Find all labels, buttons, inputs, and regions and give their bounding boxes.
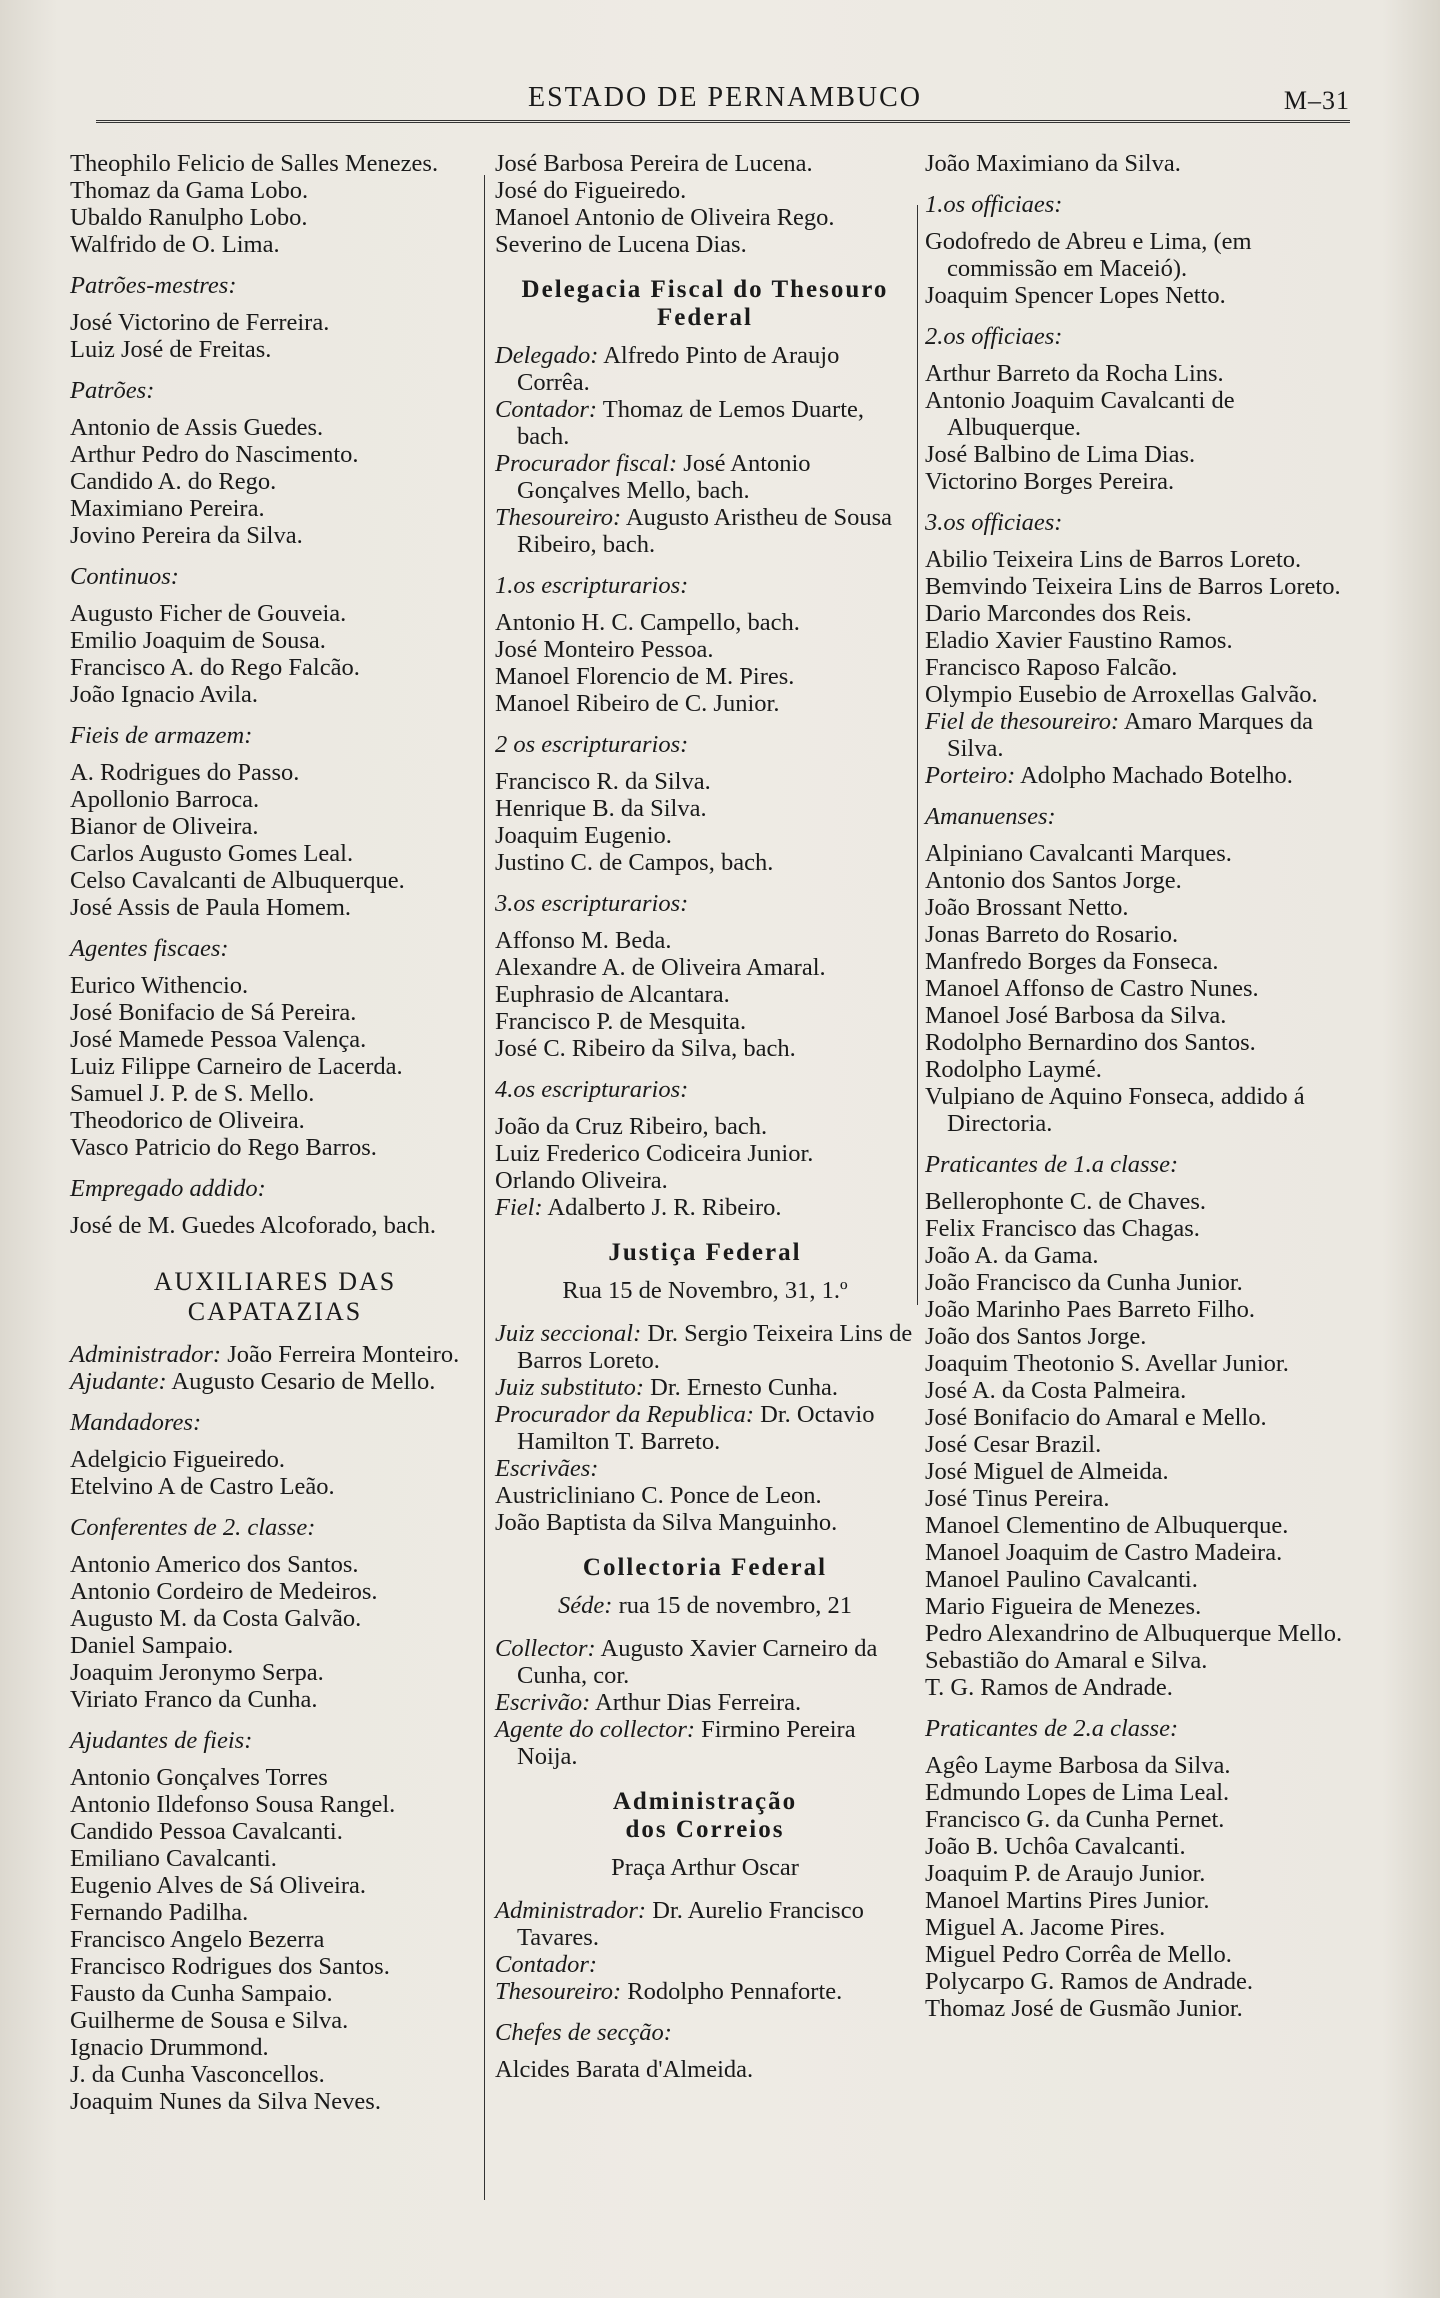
value-porteiro: Adolpho Machado Botelho. (1020, 762, 1293, 789)
list-item: Manoel Clementino de Albuquerque. (925, 1512, 1289, 1539)
page-header (100, 82, 1350, 122)
value-collector: Augusto Xavier Carneiro da Cunha, cor. (517, 1635, 878, 1689)
label-contador: Contador: (495, 396, 598, 423)
list-item: Augusto M. da Costa Galvão. (70, 1605, 362, 1632)
list-item: Manoel Antonio de Oliveira Rego. (495, 204, 835, 231)
list-item: Fernando Padilha. (70, 1899, 249, 1926)
list-item: Miguel Pedro Corrêa de Mello. (925, 1941, 1232, 1968)
list-item: Justino C. de Campos, bach. (495, 849, 774, 876)
list-prat1 (925, 1188, 1345, 1701)
list-item: Jonas Barreto do Rosario. (925, 921, 1179, 948)
label-escrivaes: Escrivães: (495, 1455, 599, 1482)
entry-porteiro (925, 762, 1345, 789)
list-item: Jovino Pereira da Silva. (70, 522, 303, 549)
list-item: Bianor de Oliveira. (70, 813, 259, 840)
list-item: João B. Uchôa Cavalcanti. (925, 1833, 1186, 1860)
column-1 (70, 150, 480, 2115)
list-item: Candido A. do Rego. (70, 468, 277, 495)
list-item: José de M. Guedes Alcoforado, bach. (70, 1212, 437, 1239)
list-esc1 (495, 609, 915, 717)
section-correios-2: dos Correios (625, 1816, 785, 1843)
label-adm: Administrador: (495, 1897, 647, 1924)
list-item: João Ignacio Avila. (70, 681, 259, 708)
list-ajudantes-fieis (70, 1764, 480, 2115)
label-esc2: 2 os escripturarios: (495, 731, 689, 758)
value-escrivao: Arthur Dias Ferreira. (595, 1689, 802, 1716)
list-patroes (70, 414, 480, 549)
list-item: Thomaz José de Gusmão Junior. (925, 1995, 1243, 2022)
list-item: Alexandre A. de Oliveira Amaral. (495, 954, 826, 981)
list-item: Henrique B. da Silva. (495, 795, 707, 822)
list-item: José Cesar Brazil. (925, 1431, 1102, 1458)
list-item: João Maximiano da Silva. (925, 150, 1181, 177)
list-item: Antonio Americo dos Santos. (70, 1551, 359, 1578)
list-item: Antonio Joaquim Cavalcanti de Albuquerque. (925, 387, 1235, 441)
list-item: Miguel A. Jacome Pires. (925, 1914, 1166, 1941)
list-escrivaes (495, 1482, 915, 1536)
list-item: Alpiniano Cavalcanti Marques. (925, 840, 1232, 867)
label-agente: Agente do collector: (495, 1716, 696, 1743)
entry-procurador (495, 450, 915, 504)
label-porteiro: Porteiro: (925, 762, 1016, 789)
label-delegado: Delegado: (495, 342, 599, 369)
list-item: José Tinus Pereira. (925, 1485, 1110, 1512)
list-item: Olympio Eusebio de Arroxellas Galvão. (925, 681, 1318, 708)
list-item: Polycarpo G. Ramos de Andrade. (925, 1968, 1253, 1995)
list-item: Ignacio Drummond. (70, 2034, 269, 2061)
list-item: Severino de Lucena Dias. (495, 231, 747, 258)
entry-escrivao (495, 1689, 915, 1716)
list-item: Pedro Alexandrino de Albuquerque Mello. (925, 1620, 1343, 1647)
value-juiz-substituto: Dr. Ernesto Cunha. (650, 1374, 838, 1401)
value-fiel-thesoureiro: Amaro Marques da Silva. (947, 708, 1314, 762)
list-item: Manoel Florencio de M. Pires. (495, 663, 795, 690)
list-item: Edmundo Lopes de Lima Leal. (925, 1779, 1230, 1806)
list-item: Euphrasio de Alcantara. (495, 981, 730, 1008)
list-item: José Barbosa Pereira de Lucena. (495, 150, 813, 177)
list-item: Manoel Ribeiro de C. Junior. (495, 690, 780, 717)
value-ajudante: Augusto Cesario de Mello. (171, 1368, 436, 1395)
list-item: Francisco Rodrigues dos Santos. (70, 1953, 390, 1980)
list-item: Arthur Barreto da Rocha Lins. (925, 360, 1224, 387)
list-item: Manfredo Borges da Fonseca. (925, 948, 1219, 975)
list-item: José Victorino de Ferreira. (70, 309, 330, 336)
list-item: J. da Cunha Vasconcellos. (70, 2061, 325, 2088)
value-juiz-seccional: Dr. Sergio Teixeira Lins de Barros Loreto. (517, 1320, 913, 1374)
list-item: Alcides Barata d'Almeida. (495, 2056, 754, 2083)
entry-administrador (70, 1341, 480, 1368)
entry-delegado (495, 342, 915, 396)
list-item: Rodolpho Bernardino dos Santos. (925, 1029, 1256, 1056)
label-juiz-substituto: Juiz substituto: (495, 1374, 645, 1401)
list-chefes (495, 2056, 915, 2083)
label-of3: 3.os officiaes: (925, 509, 1063, 536)
list-item: Eugenio Alves de Sá Oliveira. (70, 1872, 366, 1899)
value-agente: Firmino Pereira Noija. (517, 1716, 856, 1770)
list-item: Adelgicio Figueiredo. (70, 1446, 286, 1473)
entry-ajudante (70, 1368, 480, 1395)
list-item: João Brossant Netto. (925, 894, 1129, 921)
list-top-entries (495, 150, 915, 258)
list-item: Victorino Borges Pereira. (925, 468, 1175, 495)
label-amanuenses: Amanuenses: (925, 803, 1056, 830)
value-thesoureiro: Augusto Aristheu de Sousa Ribeiro, bach. (517, 504, 892, 558)
list-item: Ubaldo Ranulpho Lobo. (70, 204, 308, 231)
entry-collector (495, 1635, 915, 1689)
list-item: Celso Cavalcanti de Albuquerque. (70, 867, 405, 894)
list-of3 (925, 546, 1345, 708)
value-procurador: José Antonio Gonçalves Mello, bach. (517, 450, 811, 504)
value-administrador: João Ferreira Monteiro. (227, 1341, 460, 1368)
entry-thesoureiro (495, 504, 915, 558)
list-item: José Bonifacio do Amaral e Mello. (925, 1404, 1267, 1431)
list-item: Rodolpho Laymé. (925, 1056, 1102, 1083)
section-auxiliares: AUXILIARES DAS CAPATAZIAS (153, 1267, 397, 1326)
list-item: José Bonifacio de Sá Pereira. (70, 999, 357, 1026)
list-item: Vasco Patricio do Rego Barros. (70, 1134, 377, 1161)
list-item: José do Figueiredo. (495, 177, 687, 204)
list-item: Orlando Oliveira. (495, 1167, 668, 1194)
label-thesoureiro2: Thesoureiro: (495, 1978, 622, 2005)
correios-address: Praça Arthur Oscar (611, 1854, 799, 1881)
list-item: Eladio Xavier Faustino Ramos. (925, 627, 1233, 654)
list-item: João Baptista da Silva Manguinho. (495, 1509, 838, 1536)
list-agentes (70, 972, 480, 1161)
header-rule (96, 120, 1350, 123)
list-item: Walfrido de O. Lima. (70, 231, 280, 258)
list-of2 (925, 360, 1345, 495)
list-conferentes (70, 1551, 480, 1713)
list-item: Eurico Withencio. (70, 972, 249, 999)
justica-address: Rua 15 de Novembro, 31, 1.º (562, 1277, 848, 1304)
list-item: José A. da Costa Palmeira. (925, 1377, 1187, 1404)
list-item: Antonio dos Santos Jorge. (925, 867, 1182, 894)
list-item: Agêo Layme Barbosa da Silva. (925, 1752, 1231, 1779)
list-item: T. G. Ramos de Andrade. (925, 1674, 1173, 1701)
list-item: João A. da Gama. (925, 1242, 1099, 1269)
list-item: Bellerophonte C. de Chaves. (925, 1188, 1207, 1215)
entry-juiz-substituto (495, 1374, 915, 1401)
list-item: Manoel Martins Pires Junior. (925, 1887, 1210, 1914)
section-delegacia: Delegacia Fiscal do Thesouro Federal (521, 276, 889, 331)
list-item: João da Cruz Ribeiro, bach. (495, 1113, 768, 1140)
label-continuos: Continuos: (70, 563, 179, 590)
value-sede: rua 15 de novembro, 21 (618, 1592, 852, 1619)
label-chefes: Chefes de secção: (495, 2019, 672, 2046)
entry-procurador-republica (495, 1401, 915, 1455)
list-esc4 (495, 1113, 915, 1194)
list-item: Emilio Joaquim de Sousa. (70, 627, 326, 654)
list-item: Manoel José Barbosa da Silva. (925, 1002, 1227, 1029)
list-empregado (70, 1212, 480, 1239)
label-collector: Collector: (495, 1635, 596, 1662)
list-item: Emiliano Cavalcanti. (70, 1845, 277, 1872)
section-correios-1: Administração (612, 1788, 798, 1815)
list-top-entries (925, 150, 1345, 177)
entry-contador (495, 396, 915, 450)
label-ajudantes-fieis: Ajudantes de fieis: (70, 1727, 253, 1754)
label-fiel-thesoureiro: Fiel de thesoureiro: (925, 708, 1120, 735)
list-item: Joaquim P. de Araujo Junior. (925, 1860, 1206, 1887)
label-fiel: Fiel: (495, 1194, 543, 1221)
list-item: Antonio Cordeiro de Medeiros. (70, 1578, 378, 1605)
list-item: Affonso M. Beda. (495, 927, 672, 954)
list-of1 (925, 228, 1345, 309)
list-item: Francisco Raposo Falcão. (925, 654, 1178, 681)
value-fiel: Adalberto J. R. Ribeiro. (547, 1194, 782, 1221)
list-item: Joaquim Theotonio S. Avellar Junior. (925, 1350, 1289, 1377)
list-item: Dario Marcondes dos Reis. (925, 600, 1192, 627)
label-mandadores: Mandadores: (70, 1409, 202, 1436)
page-title: ESTADO DE PERNAMBUCO (527, 82, 922, 113)
list-item: João Marinho Paes Barreto Filho. (925, 1296, 1256, 1323)
section-collectoria: Collectoria Federal (582, 1554, 828, 1581)
list-item: Francisco R. da Silva. (495, 768, 711, 795)
label-esc4: 4.os escripturarios: (495, 1076, 689, 1103)
list-item: João Francisco da Cunha Junior. (925, 1269, 1243, 1296)
list-continuos (70, 600, 480, 708)
label-patroes-mestres: Patrões-mestres: (70, 272, 237, 299)
collectoria-sede (495, 1592, 915, 1619)
label-esc3: 3.os escripturarios: (495, 890, 689, 917)
list-item: Felix Francisco das Chagas. (925, 1215, 1200, 1242)
label-procurador-republica: Procurador da Republica: (495, 1401, 755, 1428)
label-ajudante: Ajudante: (70, 1368, 167, 1395)
list-item: A. Rodrigues do Passo. (70, 759, 300, 786)
list-mandadores (70, 1446, 480, 1500)
label-contador2: Contador: (495, 1951, 598, 1978)
list-item: Apollonio Barroca. (70, 786, 260, 813)
list-item: Manoel Affonso de Castro Nunes. (925, 975, 1259, 1002)
list-item: Antonio H. C. Campello, bach. (495, 609, 800, 636)
list-item: Bemvindo Teixeira Lins de Barros Loreto. (925, 573, 1341, 600)
value-contador: Thomaz de Lemos Duarte, bach. (517, 396, 865, 450)
list-item: Viriato Franco da Cunha. (70, 1686, 318, 1713)
label-fieis: Fieis de armazem: (70, 722, 253, 749)
list-item: Vulpiano de Aquino Fonseca, addido á Directoria. (925, 1083, 1305, 1137)
list-item: Theophilo Felicio de Salles Menezes. (70, 150, 439, 177)
list-item: Luiz José de Freitas. (70, 336, 272, 363)
list-item: José Monteiro Pessoa. (495, 636, 714, 663)
list-esc3 (495, 927, 915, 1062)
list-item: Carlos Augusto Gomes Leal. (70, 840, 354, 867)
entry-thesoureiro2 (495, 1978, 915, 2005)
entry-fiel-thesoureiro (925, 708, 1345, 762)
value-adm: Dr. Aurelio Francisco Tavares. (517, 1897, 864, 1951)
list-item: Antonio de Assis Guedes. (70, 414, 324, 441)
page-number: M–31 (1283, 86, 1350, 115)
label-agentes: Agentes fiscaes: (70, 935, 229, 962)
list-item: Joaquim Nunes da Silva Neves. (70, 2088, 381, 2115)
list-item: João dos Santos Jorge. (925, 1323, 1147, 1350)
entry-adm (495, 1897, 915, 1951)
list-item: Etelvino A de Castro Leão. (70, 1473, 335, 1500)
list-item: Guilherme de Sousa e Silva. (70, 2007, 349, 2034)
list-item: Maximiano Pereira. (70, 495, 265, 522)
entry-juiz-seccional (495, 1320, 915, 1374)
label-administrador: Administrador: (70, 1341, 222, 1368)
list-item: Daniel Sampaio. (70, 1632, 234, 1659)
list-item: José C. Ribeiro da Silva, bach. (495, 1035, 796, 1062)
column-2 (495, 150, 915, 2083)
entry-agente (495, 1716, 915, 1770)
list-item: Samuel J. P. de S. Mello. (70, 1080, 315, 1107)
list-item: Luiz Frederico Codiceira Junior. (495, 1140, 814, 1167)
list-item: Luiz Filippe Carneiro de Lacerda. (70, 1053, 403, 1080)
list-item: Abilio Teixeira Lins de Barros Loreto. (925, 546, 1302, 573)
section-justica: Justiça Federal (608, 1239, 802, 1266)
list-item: Francisco A. do Rego Falcão. (70, 654, 360, 681)
list-fieis (70, 759, 480, 921)
list-item: Antonio Ildefonso Sousa Rangel. (70, 1791, 396, 1818)
list-item: José Miguel de Almeida. (925, 1458, 1169, 1485)
column-divider-1 (484, 175, 485, 2200)
list-top-entries (70, 150, 480, 258)
list-item: Mario Figueira de Menezes. (925, 1593, 1202, 1620)
label-of1: 1.os officiaes: (925, 191, 1063, 218)
list-item: José Assis de Paula Homem. (70, 894, 352, 921)
label-esc1: 1.os escripturarios: (495, 572, 689, 599)
list-item: Sebastião do Amaral e Silva. (925, 1647, 1208, 1674)
label-patroes: Patrões: (70, 377, 155, 404)
list-item: Candido Pessoa Cavalcanti. (70, 1818, 343, 1845)
entry-fiel (495, 1194, 915, 1221)
label-empregado: Empregado addido: (70, 1175, 266, 1202)
list-item: Fausto da Cunha Sampaio. (70, 1980, 333, 2007)
list-item: Austricliniano C. Ponce de Leon. (495, 1482, 822, 1509)
value-procurador-republica: Dr. Octavio Hamilton T. Barreto. (517, 1401, 875, 1455)
column-divider-2 (917, 205, 918, 1305)
list-item: Antonio Gonçalves Torres (70, 1764, 328, 1791)
label-juiz-seccional: Juiz seccional: (495, 1320, 642, 1347)
label-prat2: Praticantes de 2.a classe: (925, 1715, 1179, 1742)
list-prat2 (925, 1752, 1345, 2022)
label-procurador: Procurador fiscal: (495, 450, 678, 477)
label-prat1: Praticantes de 1.a classe: (925, 1151, 1179, 1178)
list-item: José Mamede Pessoa Valença. (70, 1026, 367, 1053)
list-item: Francisco G. da Cunha Pernet. (925, 1806, 1225, 1833)
label-conferentes: Conferentes de 2. classe: (70, 1514, 316, 1541)
label-sede: Séde: (558, 1592, 613, 1619)
list-item: Joaquim Spencer Lopes Netto. (925, 282, 1226, 309)
label-of2: 2.os officiaes: (925, 323, 1063, 350)
list-item: Francisco P. de Mesquita. (495, 1008, 747, 1035)
list-patroes-mestres (70, 309, 480, 363)
list-item: Theodorico de Oliveira. (70, 1107, 305, 1134)
list-item: Augusto Ficher de Gouveia. (70, 600, 347, 627)
list-item: Thomaz da Gama Lobo. (70, 177, 309, 204)
list-item: Manoel Paulino Cavalcanti. (925, 1566, 1198, 1593)
list-item: Joaquim Jeronymo Serpa. (70, 1659, 324, 1686)
label-escrivao: Escrivão: (495, 1689, 591, 1716)
column-3 (925, 150, 1345, 2022)
list-item: Francisco Angelo Bezerra (70, 1926, 325, 1953)
list-esc2 (495, 768, 915, 876)
list-item: Arthur Pedro do Nascimento. (70, 441, 359, 468)
list-item: José Balbino de Lima Dias. (925, 441, 1196, 468)
label-thesoureiro: Thesoureiro: (495, 504, 622, 531)
list-item: Godofredo de Abreu e Lima, (em commissão em Maceió). (925, 228, 1252, 282)
value-delegado: Alfredo Pinto de Araujo Corrêa. (517, 342, 840, 396)
value-thesoureiro2: Rodolpho Pennaforte. (627, 1978, 843, 2005)
list-item: Manoel Joaquim de Castro Madeira. (925, 1539, 1283, 1566)
list-amanuenses (925, 840, 1345, 1137)
list-item: Joaquim Eugenio. (495, 822, 672, 849)
